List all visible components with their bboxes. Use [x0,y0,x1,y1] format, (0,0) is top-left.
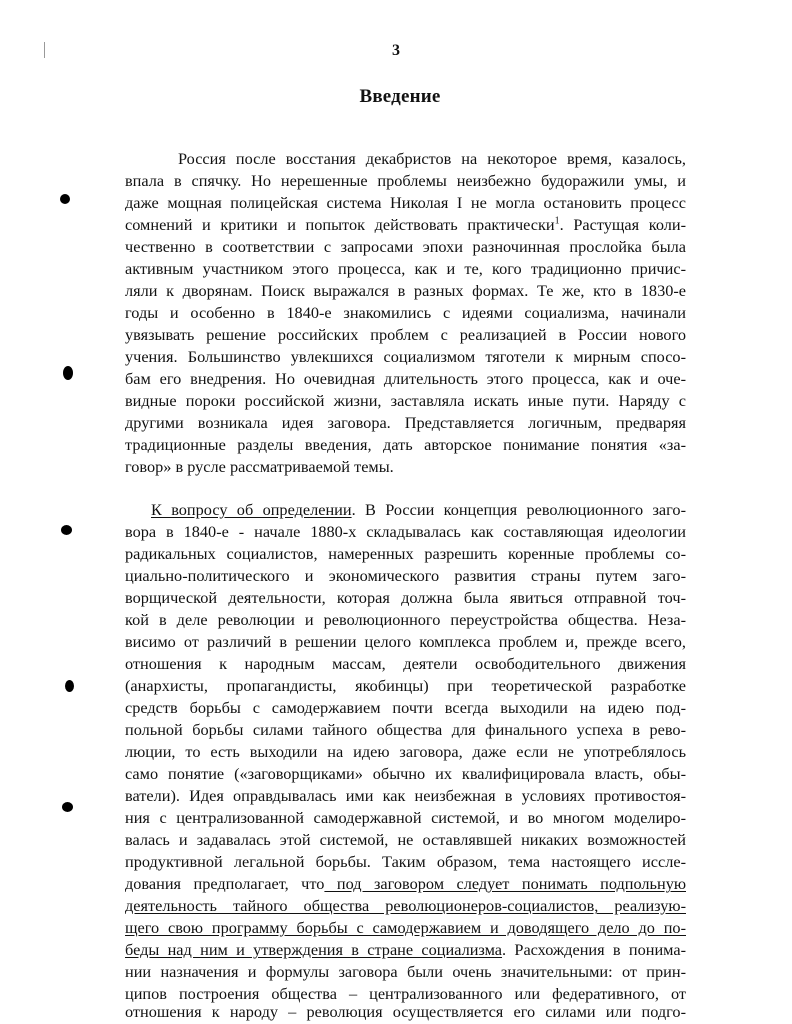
text-line: активным участником этого процесса, как и те, кого традиционно причис- [125,259,686,278]
margin-mark-5 [62,802,73,812]
text-line: продуктивной легальной борьбы. Таким образом, тема настоящего иссле- [125,852,686,871]
footnote-ref: 1 [554,215,560,227]
subsection-heading: К вопросу об определении [151,500,352,519]
text-line: валась и задавалась этой системой, не оставлявшей никаких возможностей [125,830,686,849]
section-title: Введение [359,86,441,107]
text-line: ватели). Идея оправдывалась ими как неизбежная в условиях противостоя- [125,786,686,805]
text-line: висимо от различий в решении целого комплекса проблем и, прежде всего, [125,632,686,651]
text-line: впала в спячку. Но нерешенные проблемы неизбежно будоражили умы, и [125,171,686,190]
text-line: средств борьбы с самодержавием почти всегда выходили на идею под- [125,698,686,717]
text-line: учения. Большинство увлекшихся социализмом тяготели к мирным спосо- [125,347,686,366]
text-line: видные пороки российской жизни, заставляла искать иные пути. Наряду с [125,391,686,410]
text-line: беды над ним и утверждения в стране социализма. Расхождения в понима- [125,940,686,959]
text-line: (анархисты, пропагандисты, якобинцы) при теоретической разработке [125,676,686,695]
text-line: радикальных социалистов, намеренных разрешить коренные проблемы со- [125,544,686,563]
definition-underlined: щего свою программу борьбы с самодержавием и доводящего дело до по- [125,918,686,937]
text-line: годы и особенно в 1840-е знакомились с идеями социализма, начинали [125,303,686,322]
text-line: другими возникала идея заговора. Представляется логичным, предваряя [125,413,686,432]
text-line: К вопросу об определении. В России концепция революционного заго- [151,500,686,519]
text-line: говор» в русле рассматриваемой темы. [125,457,394,476]
text-line: бам его внедрения. Но очевидная длительность этого процесса, как и оче- [125,369,686,388]
text-line: ляли к дворянам. Поиск выражался в разных формах. Те же, кто в 1830-е [125,281,686,300]
margin-mark-3 [61,525,72,535]
text-line: ципов построения общества – централизованного или федеративного, от [125,984,686,1003]
text-line: люции, то есть выходили на идею заговора, даже если не употреблялось [125,742,686,761]
definition-underlined: беды над ним и утверждения в стране социализма [125,940,503,959]
text-line: сомнений и критики и попыток действовать практически$^1$. Растущая коли- [125,215,686,234]
text-line: само понятие («заговорщиками» обычно их квалифицировала власть, обы- [125,764,686,783]
page-number: 3 [392,42,400,59]
text-line: ворщической деятельности, которая должна была явиться отправной точ- [125,588,686,607]
text-line: Россия после восстания декабристов на некоторое время, казалось, [178,149,686,168]
text-line: отношения к народу – революция осуществляется его силами или подго- [125,1002,686,1021]
margin-mark-4 [65,680,74,692]
margin-mark-2 [63,366,73,380]
text-line: традиционные разделы введения, дать авторское понимание понятия «за- [125,435,686,454]
text-line: циально-политического и экономического развития страны путем заго- [125,566,686,585]
text-line: даже мощная полицейская система Николая I не могла остановить процесс [125,193,686,212]
text-line: польной борьбы силами тайного общества для финального успеха в рево- [125,720,686,739]
text-line: увязывать решение российских проблем с реализацией в России нового [125,325,686,344]
text-line: вора в 1840-е - начале 1880-х складывалась как составляющая идеологии [125,522,686,541]
text-line: дования предполагает, что под заговором следует понимать подпольную [125,874,686,893]
margin-mark-1 [60,194,70,204]
text-line: нии назначения и формулы заговора были очень значительными: от прин- [125,962,686,981]
text-line: ния с централизованной самодержавной системой, и во многом моделиро- [125,808,686,827]
text-line: чественно в соответствии с запросами эпохи разночинная прослойка была [125,237,686,256]
text-line: отношения к народным массам, деятели освободительного движения [125,654,686,673]
text-line: кой в деле революции и революционного переустройства общества. Неза- [125,610,686,629]
definition-underlined: под заговором следует понимать подпольную [324,874,686,893]
definition-underlined: деятельность тайного общества революционеров-социалистов, реализую- [125,896,686,915]
